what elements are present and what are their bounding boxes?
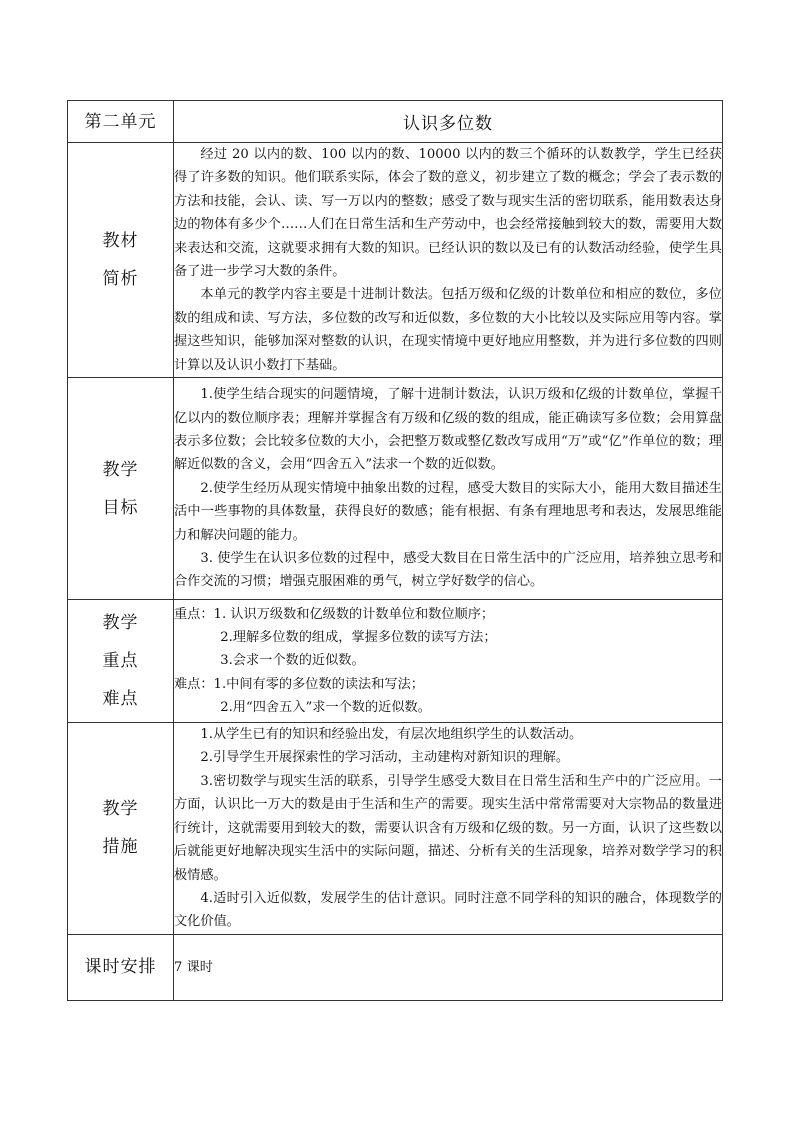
header-row: [68, 101, 723, 143]
key-point-line: 重点：1. 认识万级数和亿级数的计数单位和数位顺序；: [174, 606, 495, 622]
label-line: 措施: [102, 837, 139, 858]
label-line: 简析: [102, 269, 139, 290]
teaching-measures-content: [174, 723, 723, 935]
paragraph: 2.引导学生开展探索性的学习活动，主动建构对新知识的理解。: [200, 750, 570, 766]
difficulty-line: 难点：1.中间有零的多位数的读法和写法；: [174, 676, 424, 692]
paragraph: 1.从学生已有的知识和经验出发，有层次地组织学生的认数活动。: [200, 727, 583, 743]
schedule-row: [68, 934, 723, 1000]
teaching-goals-row: [68, 378, 723, 600]
key-point-line: 3.会求一个数的近似数。: [220, 653, 365, 669]
teaching-measures-row: [68, 723, 723, 935]
label-line: 教学: [102, 459, 139, 480]
textbook-intro-content: [174, 143, 723, 378]
key-points-label: [68, 600, 174, 723]
teaching-goals-label: [68, 378, 174, 600]
paragraph: 经过 20 以内的数、100 以内的数、10000 以内的数三个循环的认数教学，学生已经获得了许多数的知识。他们联系实际，体会了数的意义，初步建立了数的概念；学会了表示数的方法和技能，会认、读、写一万以内的整数；感受了数与现实生活的密切联系，能用数表达身边的物体有多少个……人们在日常生活和生产劳动中，也会经常接触到较大的数，需要用大数来表达和交流，这就要求拥有大数的知识。已经认识的数以及已有的认数活动经验，使学生具备了进一步学习大数的条件。: [174, 147, 722, 280]
label-line: 教材: [102, 231, 139, 252]
key-points-content: [174, 600, 723, 723]
key-point-line: 2.理解多位数的组成，掌握多位数的读写方法；: [220, 629, 497, 645]
schedule-label: 课时安排: [68, 934, 174, 1000]
unit-title: 认识多位数: [174, 101, 723, 143]
paragraph: 2.使学生经历从现实情境中抽象出数的过程，感受大数目的实际大小，能用大数目描述生活中一些事物的具体数量，获得良好的数感；能有根据、有条有理地思考和表达，发展思维能力和解决问题的能力。: [174, 480, 722, 543]
schedule-value: 7 课时: [174, 934, 723, 1000]
teaching-measures-label: [68, 723, 174, 935]
paragraph: 3. 使学生在认识多位数的过程中，感受大数目在日常生活中的广泛应用，培养独立思考和合作交流的习惯；增强克服困难的勇气，树立学好数学的信心。: [174, 551, 722, 590]
textbook-intro-row: [68, 143, 723, 378]
paragraph: 3.密切数学与现实生活的联系，引导学生感受大数目在日常生活和生产中的广泛应用。一方面，认识比一万大的数是由于生活和生产的需要。现实生活中常常需要对大宗物品的数量进行统计，这就需要用到较大的数，需要认识含有万级和亿级的数。另一方面，认识了这些数以后就能更好地解决现实生活中的实际问题，描述、分析有关的生活现象，培养对数学学习的积极情感。: [174, 773, 722, 883]
difficulty-line: 2.用“四舍五入”求一个数的近似数。: [220, 700, 431, 716]
label-line: 目标: [102, 497, 139, 518]
label-line: 教学: [102, 799, 139, 820]
paragraph: 本单元的教学内容主要是十进制计数法。包括万级和亿级的计数单位和相应的数位，多位数的组成和读、写方法，多位数的改写和近似数，多位数的大小比较以及实际应用等内容。掌握这些知识，能够加深对整数的认识，在现实情境中更好地应用整数，并为进行多位数的四则计算以及认识小数打下基础。: [174, 287, 722, 373]
label-line: 教学: [102, 613, 139, 634]
paragraph: 4.适时引入近似数，发展学生的估计意识。同时注意不同学科的知识的融合，体现数学的文化价值。: [174, 890, 722, 930]
label-line: 难点: [102, 689, 139, 710]
label-line: 重点: [102, 651, 139, 672]
lesson-plan-table: [67, 100, 723, 1001]
teaching-goals-content: [174, 378, 723, 600]
textbook-intro-label: [68, 143, 174, 378]
key-points-row: [68, 600, 723, 723]
paragraph: 1.使学生结合现实的问题情境，了解十进制计数法，认识万级和亿级的计数单位，掌握千亿以内的数位顺序表；理解并掌握含有万级和亿级的数的组成，能正确读写多位数；会用算盘表示多位数；会比较多位数的大小，会把整万数或整亿数改写成用“万”或“亿”作单位的数；理解近似数的含义，会用“四舍五入”法求一个数的近似数。: [174, 387, 722, 473]
unit-label: 第二单元: [68, 101, 174, 143]
